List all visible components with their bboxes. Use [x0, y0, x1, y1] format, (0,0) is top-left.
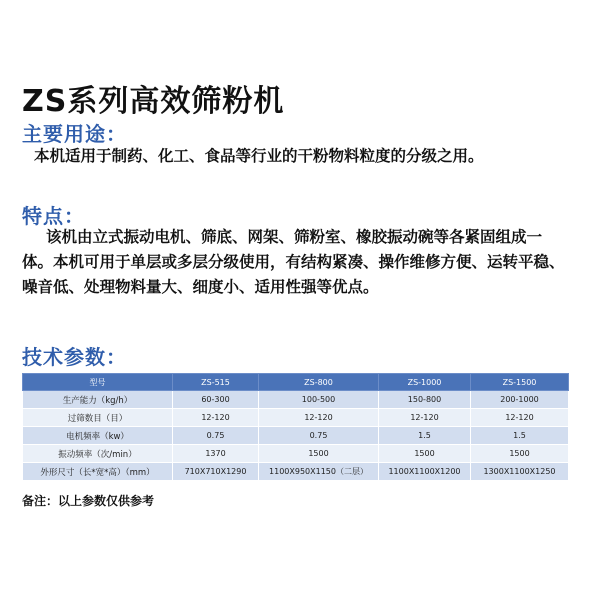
usage-heading: 主要用途：: [22, 122, 127, 146]
table-cell: 0.75: [259, 427, 379, 445]
spec-header-zs800: ZS-800: [259, 374, 379, 391]
table-cell: 1370: [173, 445, 259, 463]
table-cell: 710X710X1290: [173, 463, 259, 481]
table-row: [23, 463, 569, 481]
table-cell: 1.5: [471, 427, 569, 445]
row-label: 电机频率（kw）: [23, 427, 173, 445]
features-text: 该机由立式振动电机、筛底、网架、筛粉室、橡胶振动碗等各紧固组成一体。本机可用于单层或多层分级使用，有结构紧凑、操作维修方便、运转平稳、噪音低、处理物料量大、细度小、适用性强等优点。: [22, 227, 565, 296]
spec-table: [22, 373, 569, 481]
spec-header-zs515: ZS-515: [173, 374, 259, 391]
table-row: [23, 391, 569, 409]
row-label: 生产能力（kg/h）: [23, 391, 173, 409]
table-cell: 1500: [471, 445, 569, 463]
table-cell: 12-120: [379, 409, 471, 427]
table-cell: 150-800: [379, 391, 471, 409]
spec-header-zs1000: ZS-1000: [379, 374, 471, 391]
table-cell: 60-300: [173, 391, 259, 409]
table-row: [23, 409, 569, 427]
footnote: 备注：以上参数仅供参考: [22, 494, 155, 508]
table-cell: 1500: [379, 445, 471, 463]
table-cell: 1500: [259, 445, 379, 463]
table-cell: 12-120: [471, 409, 569, 427]
page-title: ZS系列高效筛粉机: [22, 84, 285, 119]
spec-header-zs1500: ZS-1500: [471, 374, 569, 391]
table-row: [23, 427, 569, 445]
table-cell: 200-1000: [471, 391, 569, 409]
table-cell: 12-120: [259, 409, 379, 427]
spec-header-model: 型号: [23, 374, 173, 391]
row-label: 过筛数目（目）: [23, 409, 173, 427]
table-cell: 100-500: [259, 391, 379, 409]
table-cell: 0.75: [173, 427, 259, 445]
spec-header-row: [23, 374, 569, 391]
table-cell: 1.5: [379, 427, 471, 445]
table-row: [23, 445, 569, 463]
table-cell: 1100X950X1150（二层）: [259, 463, 379, 481]
table-cell: 12-120: [173, 409, 259, 427]
table-cell: 1300X1100X1250: [471, 463, 569, 481]
specs-heading: 技术参数：: [22, 345, 127, 369]
row-label: 外形尺寸（长*宽*高）（mm）: [23, 463, 173, 481]
row-label: 振动频率（次/min）: [23, 445, 173, 463]
table-cell: 1100X1100X1200: [379, 463, 471, 481]
usage-text: 本机适用于制药、化工、食品等行业的干粉物料粒度的分级之用。: [34, 146, 484, 165]
features-heading: 特点：: [22, 204, 85, 228]
